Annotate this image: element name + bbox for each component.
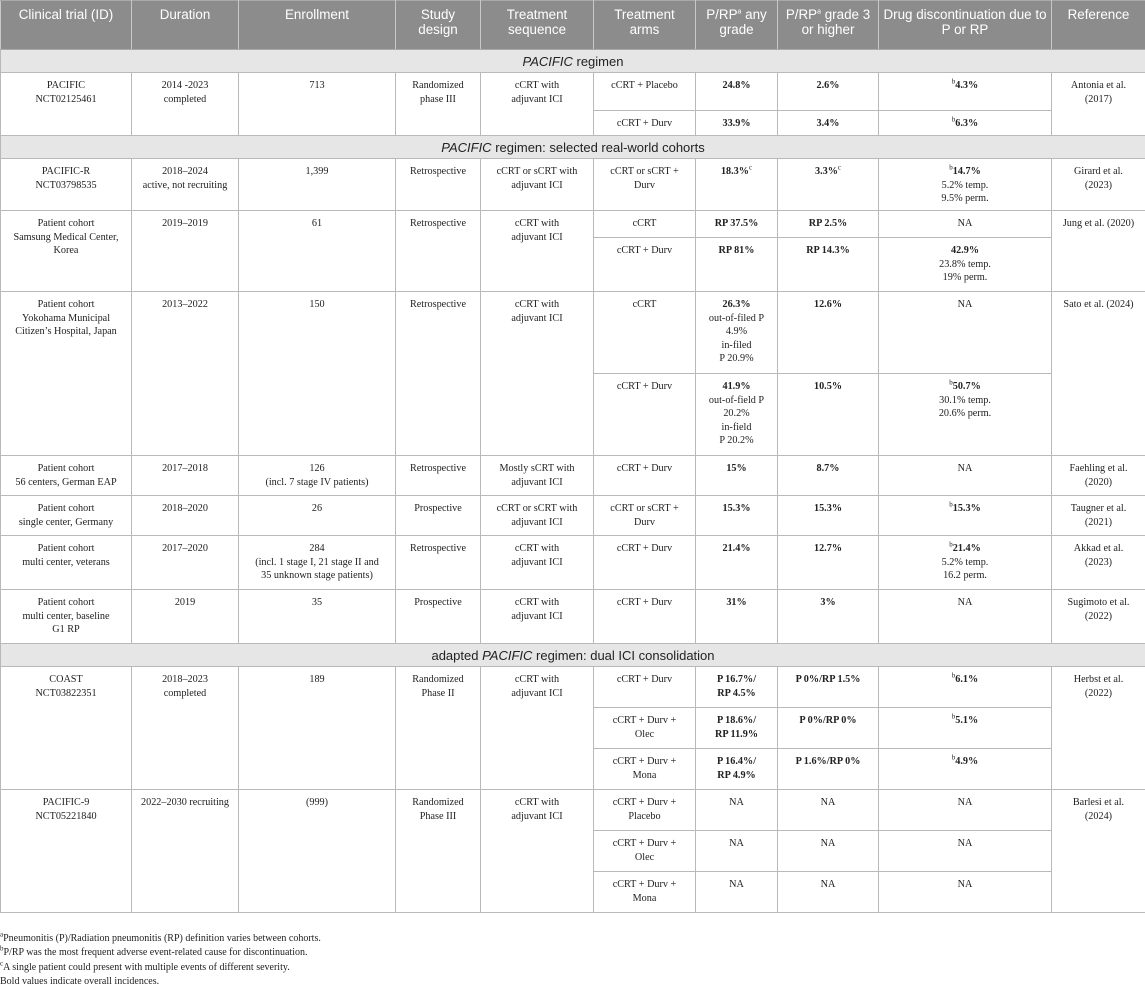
section-pacific: PACIFIC regimen [1,50,1145,73]
header-any-grade: $P/RP^a$ any grade [696,1,778,50]
header-discontinuation: Drug discontinuation due to P or RP [879,1,1052,50]
design-cell: Randomized Phase II [396,667,481,790]
any-grade-cell: NA [696,831,778,872]
grade3-cell: 8.7% [778,456,879,496]
any-grade-cell: NA [696,872,778,913]
any-grade-cell: NA [696,790,778,831]
grade3-cell: 3.3%$^c$ [778,159,879,211]
table-row [1,159,1145,211]
arm-cell: cCRT + Durv + Placebo [594,790,696,831]
reference-cell: Jung et al. (2020) [1052,211,1145,292]
sequence-cell: Mostly sCRT with adjuvant ICI [481,456,594,496]
arm-cell: cCRT + Durv + Olec [594,708,696,749]
any-grade-cell: 15.3% [696,496,778,536]
design-cell: Retrospective [396,456,481,496]
enrollment-cell: 126 (incl. 7 stage IV patients) [239,456,396,496]
design-cell: Retrospective [396,536,481,590]
trial-cell: Patient cohort multi center, baseline G1 RP [1,590,132,644]
discontinuation-cell: NA [879,790,1052,831]
arm-cell: cCRT + Durv + Mona [594,749,696,790]
arm-cell: cCRT [594,211,696,238]
design-cell: Prospective [396,590,481,644]
trial-cell: Patient cohort Yokohama Municipal Citizen’s Hospital, Japan [1,292,132,456]
grade3-cell: 12.6% [778,292,879,374]
any-grade-cell: 26.3% out-of-filed P 4.9% in-filed P 20.9% [696,292,778,374]
any-grade-cell: 15% [696,456,778,496]
grade3-cell: P 1.6%/RP 0% [778,749,879,790]
grade3-cell: RP 14.3% [778,238,879,292]
sequence-cell: cCRT with adjuvant ICI [481,590,594,644]
table-row [1,456,1145,496]
grade3-cell: 3.4% [778,111,879,136]
discontinuation-cell: NA [879,590,1052,644]
section-real-world: PACIFIC regimen: selected real-world cohorts [1,136,1145,159]
sequence-cell: cCRT with adjuvant ICI [481,790,594,913]
any-grade-cell: 24.8% [696,73,778,111]
discontinuation-cell: $^b$14.7% 5.2% temp. 9.5% perm. [879,159,1052,211]
footnotes [0,932,321,989]
header-row [1,1,1145,50]
grade3-cell: 3% [778,590,879,644]
any-grade-cell: P 18.6%/ RP 11.9% [696,708,778,749]
header-sequence: Treatment sequence [481,1,594,50]
any-grade-cell: 21.4% [696,536,778,590]
reference-cell: Akkad et al. (2023) [1052,536,1145,590]
discontinuation-cell: NA [879,211,1052,238]
sequence-cell: cCRT or sCRT with adjuvant ICI [481,159,594,211]
enrollment-cell: 284 (incl. 1 stage I, 21 stage II and 35 unknown stage patients) [239,536,396,590]
footnote-b: $^b$P/RP was the most frequent adverse event-related cause for discontinuation. [0,946,321,960]
enrollment-cell: 1,399 [239,159,396,211]
duration-cell: 2022–2030 recruiting [132,790,239,913]
any-grade-cell: P 16.7%/ RP 4.5% [696,667,778,708]
footnote-bold: Bold values indicate overall incidences. [0,975,321,989]
grade3-cell: NA [778,790,879,831]
duration-cell: 2018–2023 completed [132,667,239,790]
reference-cell: Antonia et al. (2017) [1052,73,1145,136]
enrollment-cell: 26 [239,496,396,536]
discontinuation-cell: $^b$6.3% [879,111,1052,136]
trial-cell: Patient cohort multi center, veterans [1,536,132,590]
duration-cell: 2013–2022 [132,292,239,456]
grade3-cell: 15.3% [778,496,879,536]
design-cell: Retrospective [396,292,481,456]
grade3-cell: 10.5% [778,374,879,456]
design-cell: Randomized phase III [396,73,481,136]
discontinuation-cell: NA [879,292,1052,374]
arm-cell: cCRT + Durv [594,374,696,456]
table-row [1,536,1145,590]
reference-cell: Girard et al. (2023) [1052,159,1145,211]
enrollment-cell: 150 [239,292,396,456]
duration-cell: 2017–2018 [132,456,239,496]
trial-cell: PACIFIC NCT02125461 [1,73,132,136]
header-design: Study design [396,1,481,50]
trial-cell: Patient cohort single center, Germany [1,496,132,536]
footnote-c: $^c$A single patient could present with multiple events of different severity. [0,961,321,975]
reference-cell: Barlesi et al. (2024) [1052,790,1145,913]
sequence-cell: cCRT or sCRT with adjuvant ICI [481,496,594,536]
grade3-cell: 12.7% [778,536,879,590]
design-cell: Prospective [396,496,481,536]
trial-cell: COAST NCT03822351 [1,667,132,790]
header-arms: Treatment arms [594,1,696,50]
trial-cell: Patient cohort Samsung Medical Center, Korea [1,211,132,292]
header-grade3: $P/RP^a$ grade 3 or higher [778,1,879,50]
footnote-a: $^a$Pneumonitis (P)/Radiation pneumonitis (RP) definition varies between cohorts. [0,932,321,946]
arm-cell: cCRT + Durv [594,456,696,496]
design-cell: Retrospective [396,211,481,292]
discontinuation-cell: NA [879,456,1052,496]
enrollment-cell: (999) [239,790,396,913]
header-enrollment: Enrollment [239,1,396,50]
grade3-cell: RP 2.5% [778,211,879,238]
reference-cell: Sugimoto et al. (2022) [1052,590,1145,644]
trial-cell: PACIFIC-9 NCT05221840 [1,790,132,913]
sequence-cell: cCRT with adjuvant ICI [481,667,594,790]
discontinuation-cell: $^b$15.3% [879,496,1052,536]
grade3-cell: NA [778,831,879,872]
discontinuation-cell: $^b$4.3% [879,73,1052,111]
duration-cell: 2018–2024 active, not recruiting [132,159,239,211]
arm-cell: cCRT + Durv + Mona [594,872,696,913]
arm-cell: cCRT + Durv [594,238,696,292]
trial-cell: Patient cohort 56 centers, German EAP [1,456,132,496]
table-row [1,73,1145,111]
any-grade-cell: RP 81% [696,238,778,292]
duration-cell: 2018–2020 [132,496,239,536]
header-trial: Clinical trial (ID) [1,1,132,50]
arm-cell: cCRT + Placebo [594,73,696,111]
arm-cell: cCRT + Durv + Olec [594,831,696,872]
table-row [1,292,1145,374]
reference-cell: Herbst et al. (2022) [1052,667,1145,790]
enrollment-cell: 35 [239,590,396,644]
sequence-cell: cCRT with adjuvant ICI [481,536,594,590]
reference-cell: Taugner et al. (2021) [1052,496,1145,536]
arm-cell: cCRT + Durv [594,590,696,644]
table-row [1,667,1145,708]
design-cell: Retrospective [396,159,481,211]
table-row [1,790,1145,831]
grade3-cell: P 0%/RP 0% [778,708,879,749]
arm-cell: cCRT or sCRT + Durv [594,159,696,211]
discontinuation-cell: $^b$5.1% [879,708,1052,749]
any-grade-cell: P 16.4%/ RP 4.9% [696,749,778,790]
discontinuation-cell: 42.9% 23.8% temp. 19% perm. [879,238,1052,292]
discontinuation-cell: $^b$50.7% 30.1% temp. 20.6% perm. [879,374,1052,456]
grade3-cell: P 0%/RP 1.5% [778,667,879,708]
discontinuation-cell: NA [879,872,1052,913]
discontinuation-cell: $^b$21.4% 5.2% temp. 16.2 perm. [879,536,1052,590]
sequence-cell: cCRT with adjuvant ICI [481,211,594,292]
reference-cell: Faehling et al. (2020) [1052,456,1145,496]
duration-cell: 2019–2019 [132,211,239,292]
arm-cell: cCRT or sCRT + Durv [594,496,696,536]
table-row [1,496,1145,536]
duration-cell: 2019 [132,590,239,644]
duration-cell: 2014 -2023 completed [132,73,239,136]
sequence-cell: cCRT with adjuvant ICI [481,73,594,136]
discontinuation-cell: NA [879,831,1052,872]
enrollment-cell: 61 [239,211,396,292]
duration-cell: 2017–2020 [132,536,239,590]
any-grade-cell: 18.3%$^c$ [696,159,778,211]
enrollment-cell: 713 [239,73,396,136]
grade3-cell: 2.6% [778,73,879,111]
design-cell: Randomized Phase III [396,790,481,913]
section-dual-ici: adapted PACIFIC regimen: dual ICI consolidation [1,644,1145,667]
header-duration: Duration [132,1,239,50]
trial-cell: PACIFIC-R NCT03798535 [1,159,132,211]
sequence-cell: cCRT with adjuvant ICI [481,292,594,456]
header-reference: Reference [1052,1,1145,50]
discontinuation-cell: $^b$6.1% [879,667,1052,708]
any-grade-cell: RP 37.5% [696,211,778,238]
any-grade-cell: 31% [696,590,778,644]
arm-cell: cCRT + Durv [594,667,696,708]
table-row [1,211,1145,238]
arm-cell: cCRT [594,292,696,374]
discontinuation-cell: $^b$4.9% [879,749,1052,790]
arm-cell: cCRT + Durv [594,111,696,136]
arm-cell: cCRT + Durv [594,536,696,590]
any-grade-cell: 33.9% [696,111,778,136]
table-row [1,590,1145,644]
any-grade-cell: 41.9% out-of-field P 20.2% in-field P 20.2% [696,374,778,456]
enrollment-cell: 189 [239,667,396,790]
reference-cell: Sato et al. (2024) [1052,292,1145,456]
grade3-cell: NA [778,872,879,913]
